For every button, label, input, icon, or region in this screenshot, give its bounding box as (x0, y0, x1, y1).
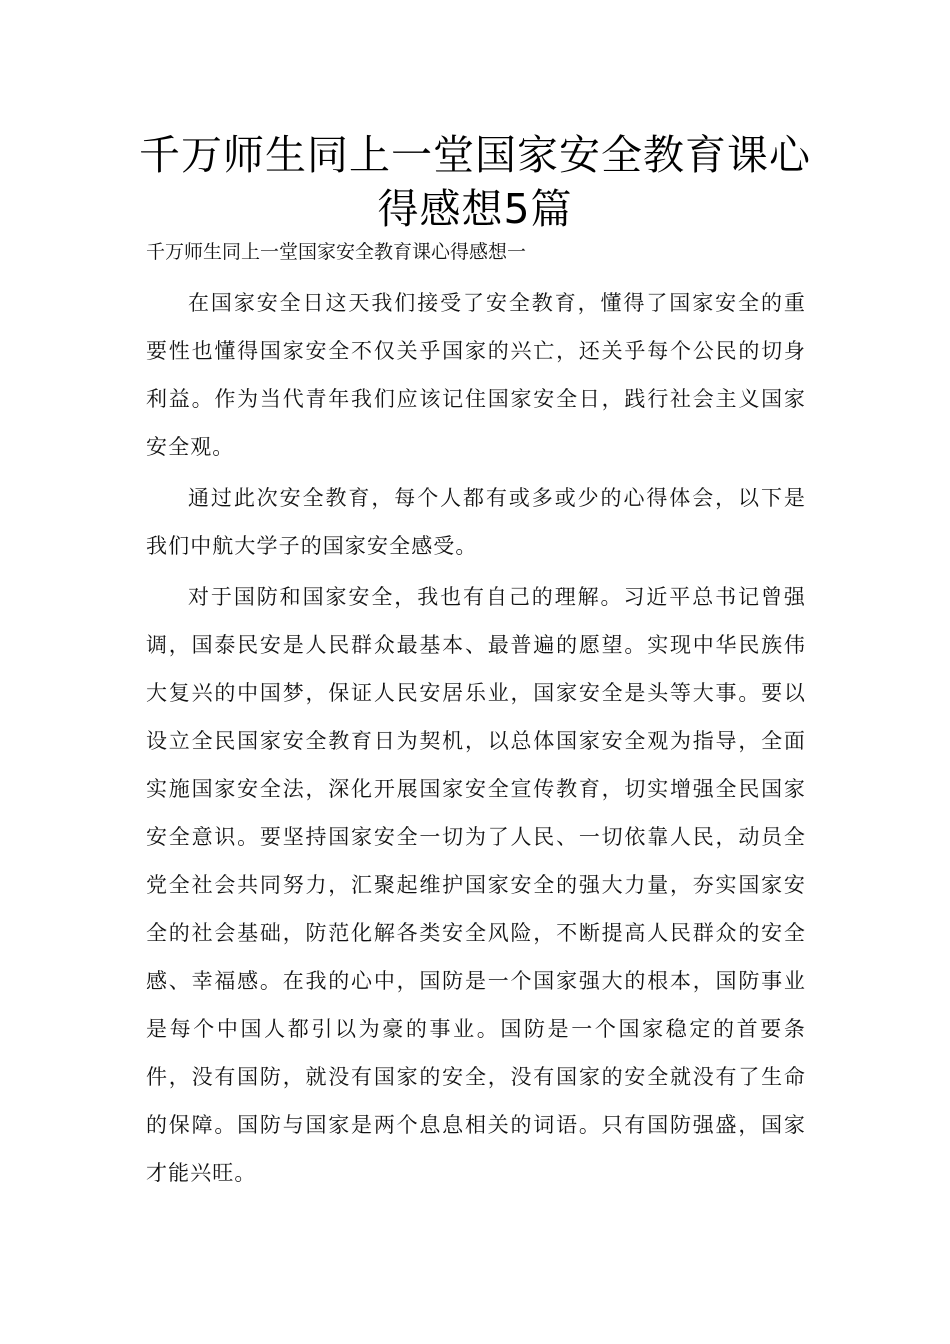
paragraph-3: 对于国防和国家安全，我也有自己的理解。习近平总书记曾强调，国泰民安是人民群众最基本、最普遍的愿望。实现中华民族伟大复兴的中国梦，保证人民安居乐业，国家安全是头等大事。要以设立全民国家安全教育日为契机，以总体国家安全观为指导，全面实施国家安全法，深化开展国家安全宣传教育，切实增强全民国家安全意识。要坚持国家安全一切为了人民、一切依靠人民，动员全党全社会共同努力，汇聚起维护国家安全的强大力量，夯实国家安全的社会基础，防范化解各类安全风险，不断提高人民群众的安全感、幸福感。在我的心中，国防是一个国家强大的根本，国防事业是每个中国人都引以为豪的事业。国防是一个国家稳定的首要条件，没有国防，就没有国家的安全，没有国家的安全就没有了生命的保障。国防与国家是两个息息相关的词语。只有国防强盛，国家才能兴旺。 (146, 585, 806, 1185)
document-title: 千万师生同上一堂国家安全教育课心得感想5篇 (139, 131, 811, 233)
paragraph-2: 通过此次安全教育，每个人都有或多或少的心得体会，以下是我们中航大学子的国家安全感受。 (146, 486, 806, 558)
section-heading: 千万师生同上一堂国家安全教育课心得感想一 (146, 241, 527, 263)
paragraph-1: 在国家安全日这天我们接受了安全教育，懂得了国家安全的重要性也懂得国家安全不仅关乎国家的兴亡，还关乎每个公民的切身利益。作为当代青年我们应该记住国家安全日，践行社会主义国家安全观。 (146, 291, 806, 459)
document-body (146, 279, 806, 1197)
